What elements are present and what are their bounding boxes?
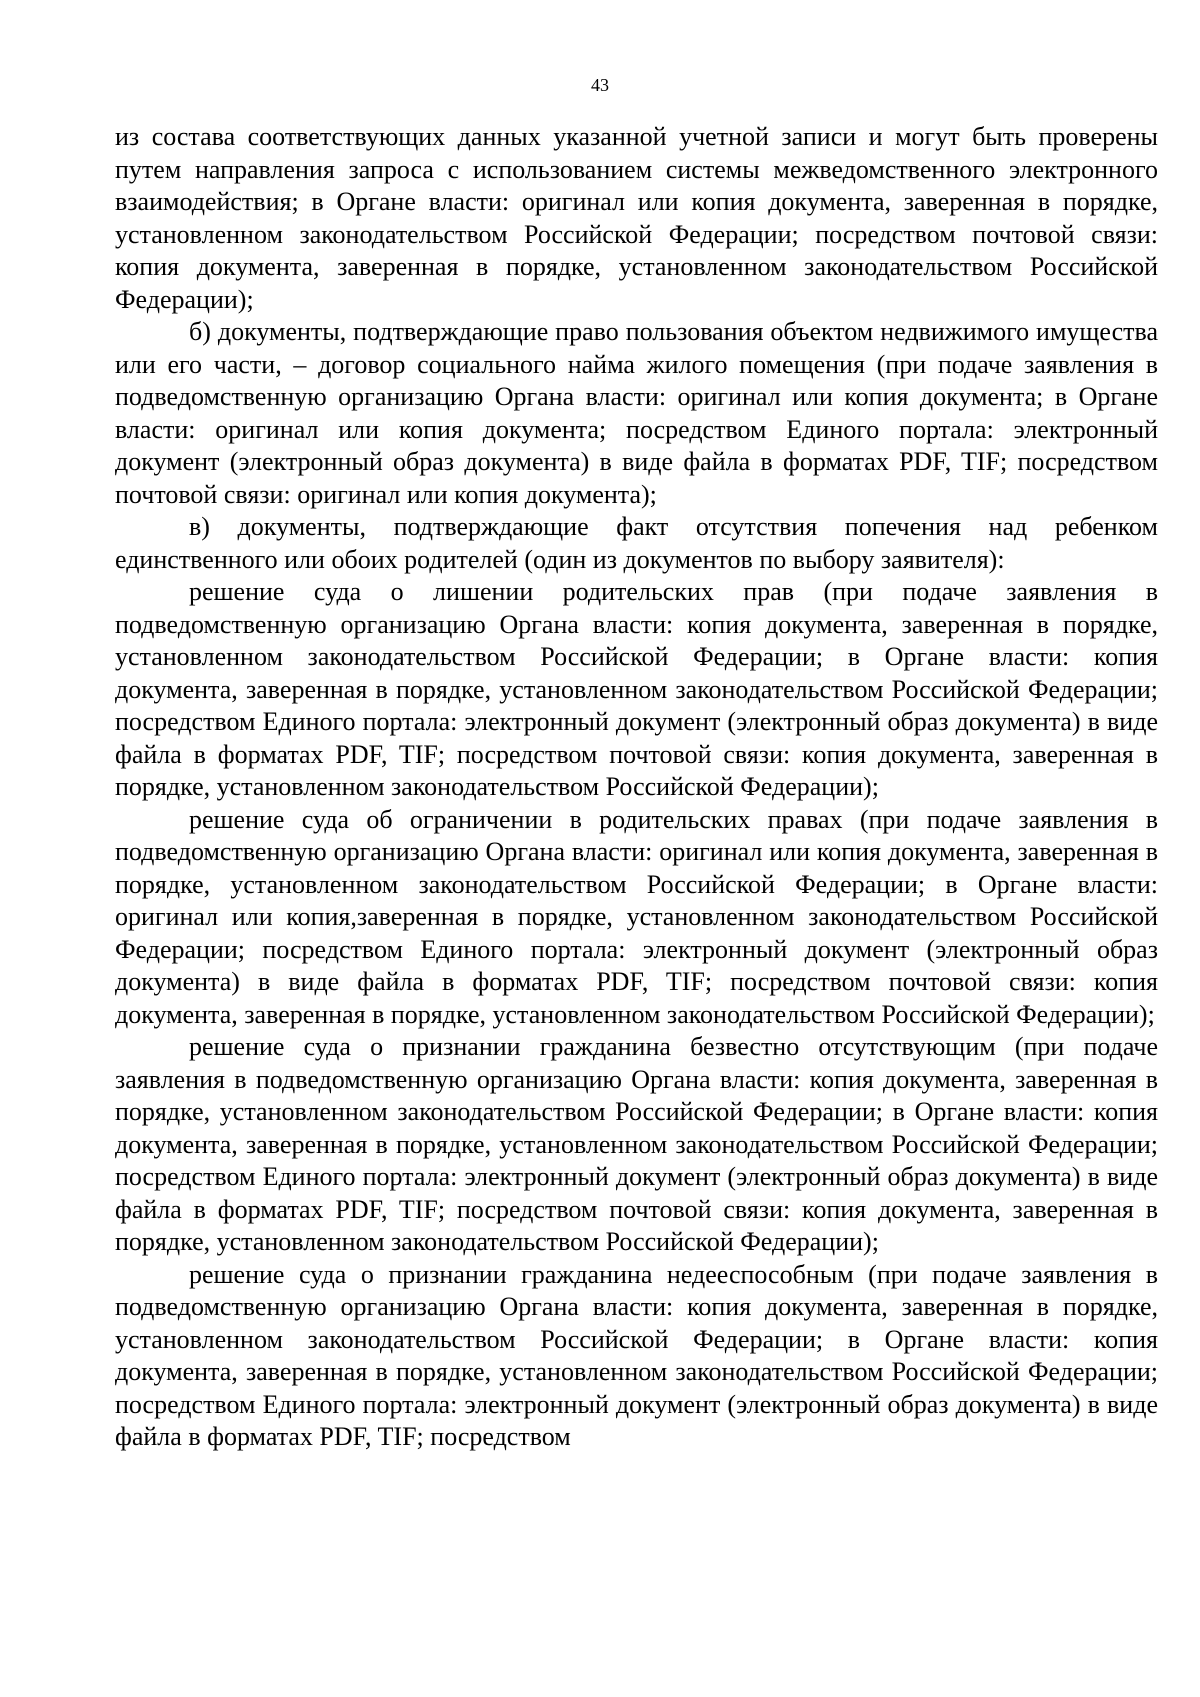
page-number: 43 <box>591 75 609 95</box>
paragraph-court-missing: решение суда о признании гражданина безвестно отсутствующим (при подаче заявления в подведомственную организацию Органа власти: копия документа, заверенная в порядке, установленном законодательством Российской Федерации; в Органе власти: копия документа, заверенная в порядке, установленном законодательством Российской Федерации; посредством Единого портала: электронный документ (электронный образ документа) в виде файла в форматах PDF, TIF; посредством почтовой связи: копия документа, заверенная в порядке, установленном законодательством Российской Федерации); <box>115 1032 1158 1256</box>
paragraph-continuation: из состава соответствующих данных указанной учетной записи и могут быть проверены путем направления запроса с использованием системы межведомственного электронного взаимодействия; в Органе власти: оригинал или копия документа, заверенная в порядке, установленном законодательством Российской Федерации; посредством почтовой связи: копия документа, заверенная в порядке, установленном законодательством Российской Федерации); <box>115 122 1158 314</box>
document-body <box>115 121 1158 1454</box>
paragraph-court-deprivation: решение суда о лишении родительских прав (при подаче заявления в подведомственную организацию Органа власти: копия документа, заверенная в порядке, установленном законодательством Российской Федерации; в Органе власти: копия документа, заверенная в порядке, установленном законодательством Российской Федерации; посредством Единого портала: электронный документ (электронный образ документа) в виде файла в форматах PDF, TIF; посредством почтовой связи: копия документа, заверенная в порядке, установленном законодательством Российской Федерации); <box>115 577 1158 801</box>
paragraph-court-incapacity: решение суда о признании гражданина недееспособным (при подаче заявления в подведомственную организацию Органа власти: копия документа, заверенная в порядке, установленном законодательством Российской Федерации; в Органе власти: копия документа, заверенная в порядке, установленном законодательством Российской Федерации; посредством Единого портала: электронный документ (электронный образ документа) в виде файла в форматах PDF, TIF; посредством <box>115 1259 1158 1451</box>
paragraph-item-b: б) документы, подтверждающие право пользования объектом недвижимого имущества или его части, – договор социального найма жилого помещения (при подаче заявления в подведомственную организацию Органа власти: оригинал или копия документа; в Органе власти: оригинал или копия документа; посредством Единого портала: электронный документ (электронный образ документа) в виде файла в форматах PDF, TIF; посредством почтовой связи: оригинал или копия документа); <box>115 317 1158 509</box>
paragraph-court-restriction: решение суда об ограничении в родительских правах (при подаче заявления в подведомственную организацию Органа власти: оригинал или копия документа, заверенная в порядке, установленном законодательством Российской Федерации; в Органе власти: оригинал или копия,заверенная в порядке, установленном законодательством Российской Федерации; посредством Единого портала: электронный документ (электронный образ документа) в виде файла в форматах PDF, TIF; посредством почтовой связи: копия документа, заверенная в порядке, установленном законодательством Российской Федерации); <box>115 804 1158 1029</box>
paragraph-item-v: в) документы, подтверждающие факт отсутствия попечения над ребенком единственного или обоих родителей (один из документов по выбору заявителя): <box>115 512 1158 574</box>
